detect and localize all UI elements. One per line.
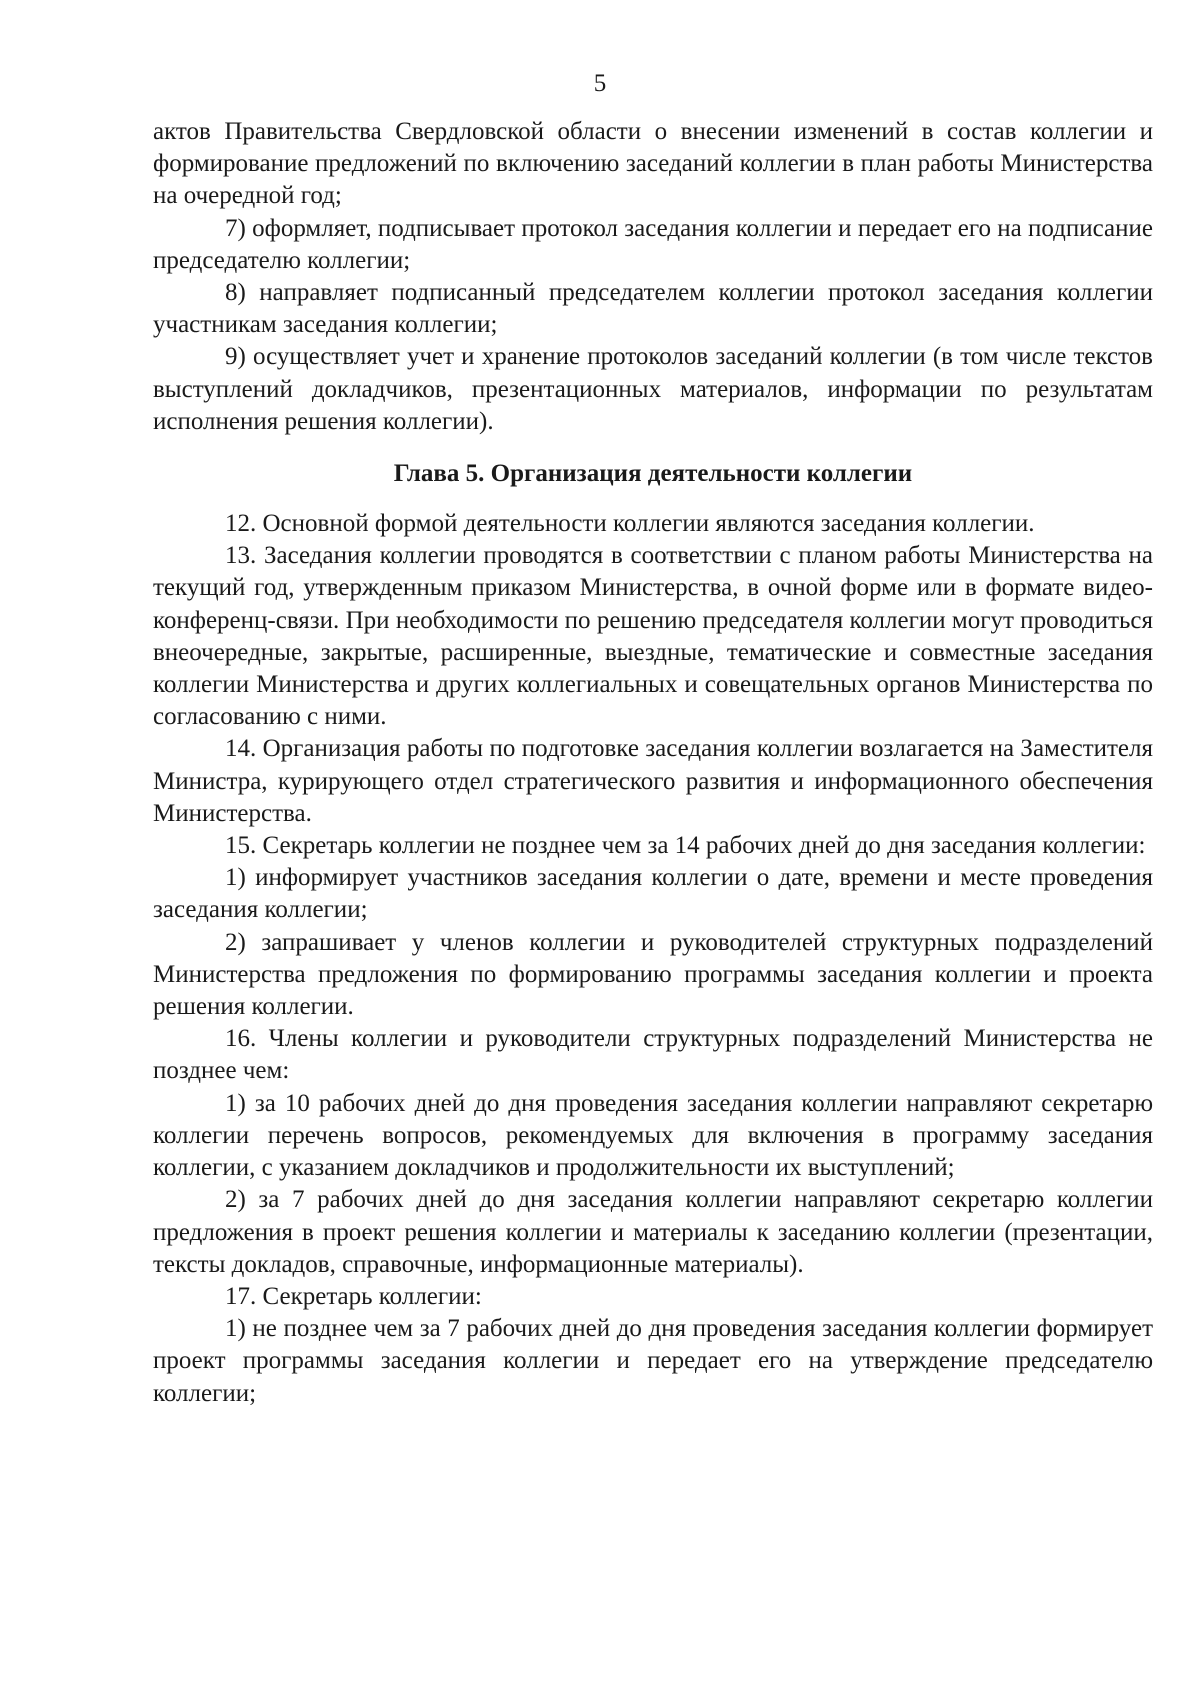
paragraph: 2) запрашивает у членов коллегии и руководителей структурных подразделений Министерства предложения по формированию программы заседания коллегии и проекта решения коллегии. [153, 928, 1153, 1021]
paragraph: 12. Основной формой деятельности коллегии являются заседания коллегии. [225, 510, 1035, 538]
chapter-title: Глава 5. Организация деятельности коллегии [393, 460, 913, 488]
document-body [153, 116, 1153, 1410]
paragraph: 9) осуществляет учет и хранение протоколов заседаний коллегии (в том числе текстов выступлений докладчиков, презентационных материалов, информации по результатам исполнения решения коллегии). [153, 343, 1153, 435]
paragraph: 15. Секретарь коллегии не позднее чем за 14 рабочих дней до дня заседания коллегии: [225, 832, 1146, 860]
paragraph: актов Правительства Свердловской области о внесении изменений в состав коллегии и формирование предложений по включению заседаний коллегии в план работы Министерства на очередной год; [153, 118, 1153, 210]
paragraph: 13. Заседания коллегии проводятся в соответствии с планом работы Министерства на текущий год, утвержденным приказом Министерства, в очной форме или в формате видео-конференц-связи. При необходимости по решению председателя коллегии могут проводиться внеочередные, закрытые, расширенные, выездные, тематические и совместные заседания коллегии Министерства и других коллегиальных и совещательных органов Министерства по согласованию с ними. [153, 542, 1153, 731]
paragraph: 1) не позднее чем за 7 рабочих дней до дня проведения заседания коллегии формирует проект программы заседания коллегии и передает его на утверждение председателю коллегии; [153, 1315, 1153, 1407]
paragraph: 16. Члены коллегии и руководители структурных подразделений Министерства не позднее чем: [153, 1025, 1153, 1085]
page-number: 5 [593, 70, 607, 97]
paragraph: 17. Секретарь коллегии: [225, 1282, 482, 1310]
paragraph: 7) оформляет, подписывает протокол заседания коллегии и передает его на подписание председателю коллегии; [153, 214, 1153, 274]
paragraph: 8) направляет подписанный председателем коллегии протокол заседания коллегии участникам заседания коллегии; [153, 279, 1153, 339]
paragraph: 1) информирует участников заседания коллегии о дате, времени и месте проведения заседания коллегии; [153, 864, 1153, 924]
paragraph: 14. Организация работы по подготовке заседания коллегии возлагается на Заместителя Министра, курирующего отдел стратегического развития и информационного обеспечения Министерства. [153, 735, 1153, 827]
paragraph: 2) за 7 рабочих дней до дня заседания коллегии направляют секретарю коллегии предложения в проект решения коллегии и материалы к заседанию коллегии (презентации, тексты докладов, справочные, информационные материалы). [153, 1186, 1153, 1278]
paragraph: 1) за 10 рабочих дней до дня проведения заседания коллегии направляют секретарю коллегии перечень вопросов, рекомендуемых для включения в программу заседания коллегии, с указанием докладчиков и продолжительности их выступлений; [153, 1089, 1153, 1182]
